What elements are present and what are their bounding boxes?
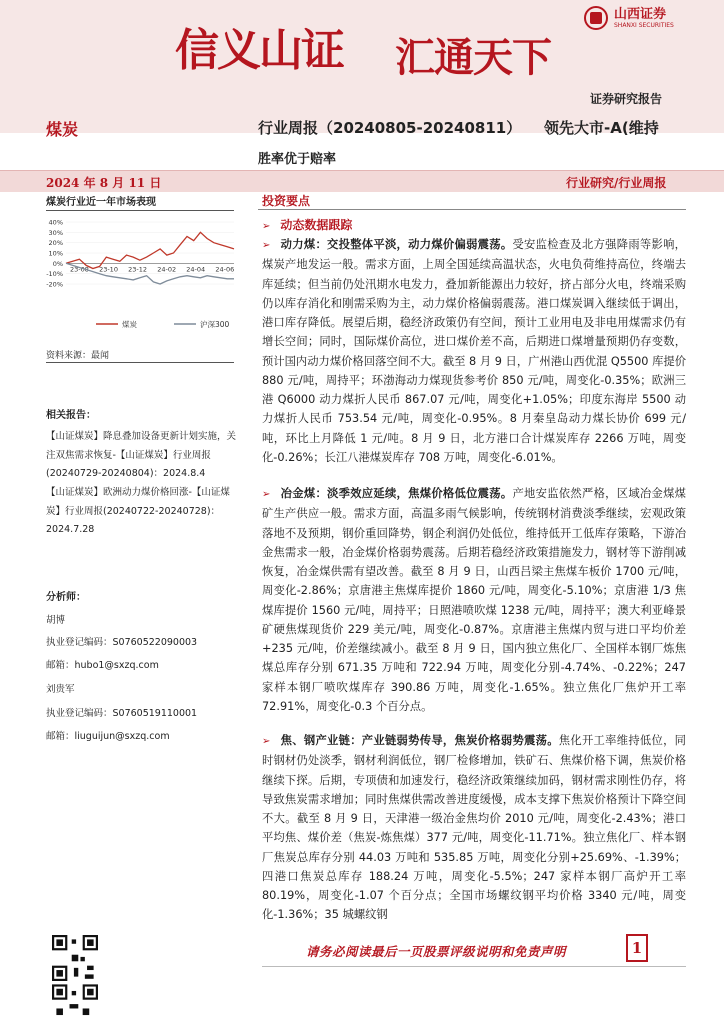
y-tick-label: 20% — [48, 239, 63, 248]
footer-divider — [262, 966, 686, 967]
slogan-right: 汇通天下 — [395, 34, 551, 81]
disclaimer-notice: 请务必阅读最后一页股票评级说明和免责声明 — [306, 944, 567, 959]
paragraph-thermal-coal — [262, 235, 686, 467]
chart-svg — [38, 212, 242, 342]
industry-name: 煤炭 — [46, 120, 79, 139]
paragraph-body: 受安监检查及北方强降雨等影响，煤炭产地发运一般。需求方面，上周全国延续高温状态，火电负荷维持高位，终端去库延续；但当前仍处汛期水电发力，叠加新能源出力较好，挤占部分火电，终端采购仍以库存消化和刚需采购为主，动力煤价格偏弱震荡。港口煤炭调入继续低于调出，港口库存降低。展望后期，稳经济政策仍有空间，预计工业用电及非电用煤需求仍有增长空间；同时，国际煤价高位，进口煤价差不高，后期进口煤增量预期仍存变数，预计国内动力煤价格回落空间不大。截至 8 月 9 日，广州港山西优混 Q5500 库提价 880 元/吨，周持平；环渤海动力煤现货参考价 850 元/吨，周变化-0.35%；欧洲三港 Q6000 动力煤折人民币 867.07 元/吨，周变化+1.05%；印度东海岸 5500 动力煤折人民币 753.54 元/吨，周变化-0.95%。8 月秦皇岛动力煤长协价 699 元/吨，环比上月降低 1 元/吨。8 月 9 日，北方港口合计煤炭库存 2266 万吨，周变化-0.26%；长江八港煤炭库存 708 万吨，周变化-6.01%。 — [262, 238, 686, 464]
analyst-1-code: 执业登记编码：S0760522090003 — [46, 637, 198, 648]
report-category: 行业研究/行业周报 — [566, 176, 667, 190]
related-report-1[interactable]: 【山证煤炭】降息叠加设备更新计划实施，关注双焦需求恢复-【山证煤炭】行业周报(20240729-20240804)：2024.8.4 — [46, 431, 237, 479]
analyst-2-code: 执业登记编码：S0760519110001 — [46, 708, 198, 719]
logo-name: 山西证券 — [614, 6, 667, 22]
company-logo — [584, 6, 674, 30]
arrow-icon: ➢ — [262, 489, 271, 500]
analyst-2-email[interactable]: 邮箱：liuguijun@sxzq.com — [46, 731, 170, 742]
x-tick-label: 24-02 — [157, 265, 177, 274]
report-type: 行业周报（20240805-20240811） — [258, 119, 522, 137]
sidebar-divider — [46, 362, 234, 363]
chart-source: 资料来源：最闻 — [46, 351, 110, 361]
y-tick-label: 0% — [52, 259, 63, 268]
paragraph-coke-steel — [262, 731, 686, 925]
page-number: 1 — [626, 934, 648, 962]
analyst-1-email[interactable]: 邮箱：hubo1@sxzq.com — [46, 660, 159, 671]
report-subtitle: 胜率优于赔率 — [258, 152, 337, 167]
x-tick-label: 23-10 — [99, 265, 118, 274]
section-title: 动态数据跟踪 — [280, 218, 353, 232]
slogan-left: 信义山证 — [175, 25, 343, 76]
legend-label: 煤炭 — [122, 320, 137, 329]
rating: 领先大市-A(维持 — [544, 119, 659, 137]
logo-mark-icon — [584, 6, 608, 30]
invest-divider — [258, 209, 686, 210]
y-tick-label: 10% — [48, 249, 63, 258]
arrow-icon: ➢ — [262, 221, 271, 232]
paragraph-coking-coal — [262, 484, 686, 716]
x-tick-label: 24-04 — [186, 265, 206, 274]
paragraph-lead: 焦、钢产业链：产业链弱势传导，焦炭价格弱势震荡。 — [280, 734, 559, 747]
analyst-1-name: 胡博 — [46, 615, 66, 626]
qr-code-icon — [52, 984, 98, 1022]
x-tick-label: 24-06 — [215, 265, 235, 274]
x-tick-label: 23-08 — [70, 265, 89, 274]
analyst-title: 分析师： — [46, 592, 86, 603]
related-reports-title: 相关报告： — [46, 410, 96, 421]
arrow-icon: ➢ — [262, 736, 271, 747]
legend-label: 沪深300 — [200, 320, 230, 329]
chart-title: 煤炭行业近一年市场表现 — [46, 193, 234, 211]
paragraph-body: 焦化开工率维持低位，同时钢材仍处淡季，钢材利润低位，钢厂检修增加，铁矿石、焦煤价格下调，焦炭价格继续下探。后期，专项债和加速发行，稳经济政策继续加码，钢材需求刚性仍存，将导致焦炭需求增加；同时焦煤供需改善进度缓慢，成本支撑下焦炭价格预计下降空间不大。截至 8 月 9 日，天津港一级冶金焦均价 2010 元/吨，周变化-2.43%；港口平均焦、煤价差（焦炭-炼焦煤）377 元/吨，周变化-11.71%。独立焦化厂、样本钢厂焦炭总库存分别 44.03 万吨和 535.85 万吨，周变化分别+25.69%、-1.39%；四港口焦炭总库存 188.24 万吨，周变化-5.5%；247 家样本钢厂高炉开工率 80.19%，周变化-1.07 个百分点；全国市场螺纹钢平均价格 3340 元/吨，周变化-1.36%；35 城螺纹钢 — [262, 734, 686, 922]
y-tick-label: -10% — [46, 270, 63, 279]
qr-code-icon — [52, 935, 98, 981]
invest-points-title: 投资要点 — [262, 194, 311, 208]
paragraph-lead: 动力煤：交投整体平淡，动力煤价偏弱震荡。 — [280, 238, 513, 251]
y-tick-label: 40% — [48, 218, 63, 227]
x-tick-label: 23-12 — [128, 265, 148, 274]
report-date: 2024 年 8 月 11 日 — [46, 176, 162, 190]
y-tick-label: 30% — [48, 228, 63, 237]
section-heading — [262, 216, 352, 233]
related-report-2[interactable]: 【山证煤炭】欧洲动力煤价格回涨-【山证煤炭】行业周报(20240722-20240728)：2024.7.28 — [46, 487, 230, 535]
logo-english: SHANXI SECURITIES — [614, 21, 674, 29]
research-label: 证券研究报告 — [590, 92, 663, 106]
analyst-2-name: 刘贵军 — [46, 684, 75, 695]
arrow-icon: ➢ — [262, 240, 271, 251]
paragraph-lead: 冶金煤：淡季效应延续，焦煤价格低位震荡。 — [280, 487, 513, 500]
paragraph-body: 产地安监依然严格，区域冶金煤煤矿生产供应一般。需求方面，高温多雨气候影响，传统钢材消费淡季继续，宏观政策落地不及预期，钢价重回降势，钢企利润仍处低位，维持低开工低库存策略，下游冶金焦需求一般，冶金煤价格弱势震荡。后期若稳经济政策措施发力，钢材等下游削减恢复，冶金煤供需有望改善。截至 8 月 9 日，山西吕梁主焦煤车板价 1700 元/吨，周变化-2.86%；京唐港主焦煤库提价 1860 元/吨，周变化-5.10%；京唐港 1/3 焦煤库提价 1560 元/吨，周持平；日照港喷吹煤 1238 元/吨，周持平；澳大利亚峰景矿硬焦煤现货价 229 美元/吨，周变化-0.87%。京唐港主焦煤内贸与进口平均价差+235 元/吨，价差继续减小。截至 8 月 9 日，国内独立焦化厂、全国样本钢厂炼焦煤总库存分别 671.35 万吨和 722.94 万吨，周变化分别-4.74%、-0.22%；247 家样本钢厂喷吹煤库存 390.86 万吨，周变化-1.65%。独立焦化厂焦炉开工率 72.91%，周变化-0.3 个百分点。 — [262, 487, 686, 713]
market-performance-chart — [38, 212, 242, 342]
y-tick-label: -20% — [46, 280, 63, 289]
